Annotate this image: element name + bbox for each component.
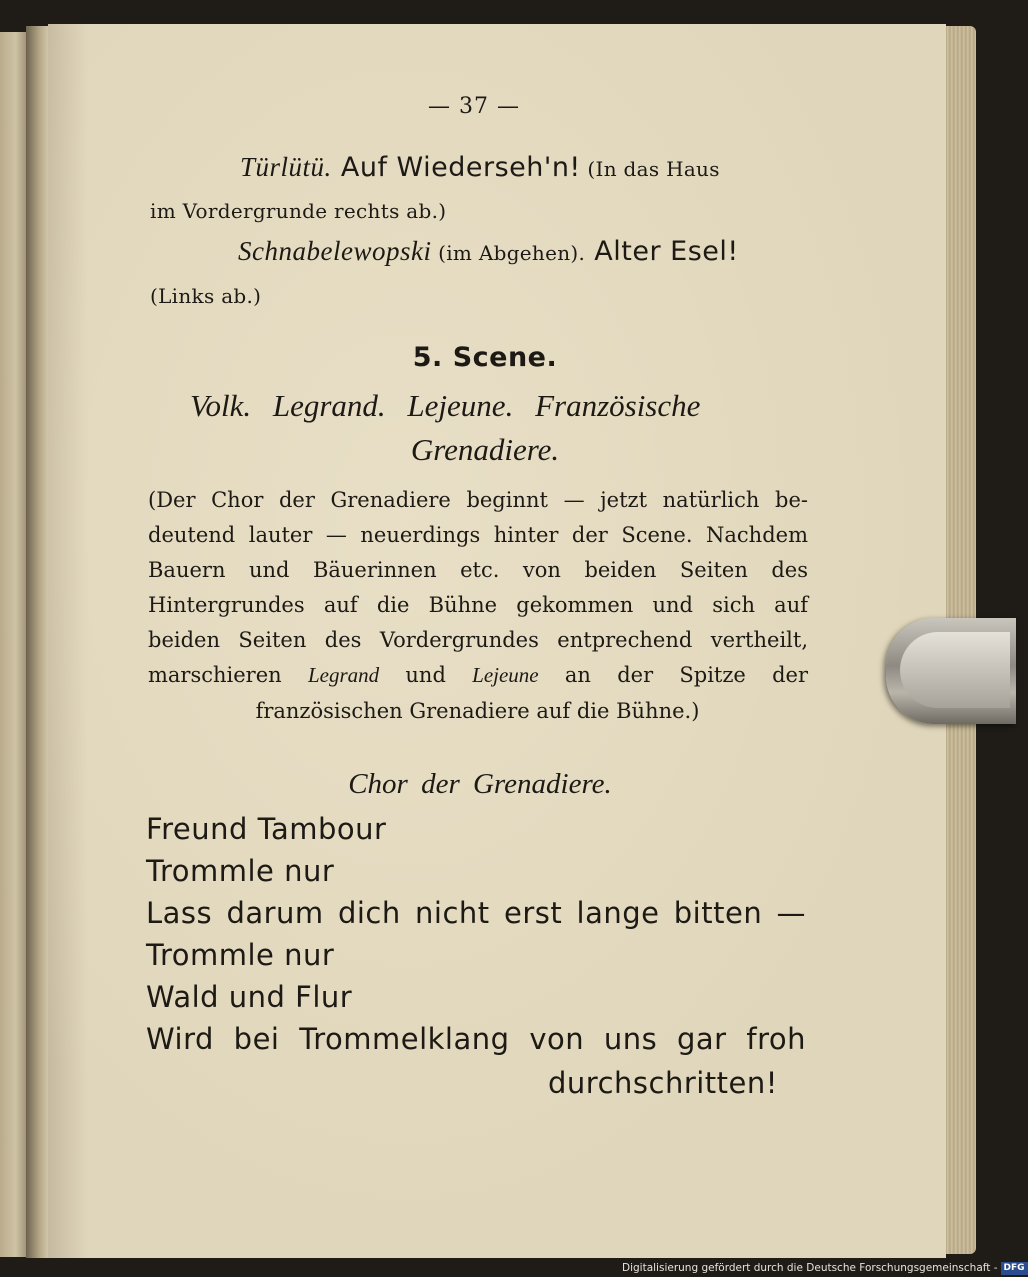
stage-direction-name-lejeune: Lejeune <box>472 663 539 687</box>
stage-note-continuation: im Vordergrunde rechts ab.) <box>150 199 447 223</box>
verse-line: Freund Tambour <box>146 812 387 846</box>
footer-text: Digitalisierung gefördert durch die Deutsche Forschungsgemeinschaft - <box>622 1262 998 1274</box>
left-page-edge <box>0 32 26 1257</box>
stage-direction-word: und <box>405 663 446 687</box>
page-clip <box>886 618 1016 724</box>
stage-direction-line <box>148 663 808 688</box>
stage-direction-line: deutend lauter — neuerdings hinter der Scene. Nachdem <box>148 523 808 547</box>
speaker-schnabelewopski: Schnabelewopski <box>238 236 432 266</box>
cast-list-line-1: Volk. Legrand. Lejeune. Französische <box>190 388 701 423</box>
stage-direction-line: (Der Chor der Grenadiere beginnt — jetzt natürlich be- <box>148 488 808 512</box>
stage-direction-word: an der Spitze der <box>564 663 808 687</box>
verse-line: Wird bei Trommelklang von uns gar froh <box>146 1022 806 1056</box>
verse-line: Wald und Flur <box>146 980 353 1014</box>
verse-line: durchschritten! <box>548 1066 778 1100</box>
stage-direction-name-legrand: Legrand <box>307 663 380 687</box>
chorus-heading: Chor der Grenadiere. <box>348 768 612 800</box>
stage-direction-line: Hintergrundes auf die Bühne gekommen und sich auf <box>148 593 808 617</box>
verse-line: Trommle nur <box>146 854 335 888</box>
stage-note-links-ab: (Links ab.) <box>150 284 262 308</box>
dialogue-line-turlutu <box>240 152 720 183</box>
speaker-turlutu: Türlütü. <box>240 152 332 182</box>
stage-direction-line: französischen Grenadiere auf die Bühne.) <box>255 699 700 723</box>
dfg-logo: DFG <box>1001 1262 1028 1275</box>
verse-line: Lass darum dich nicht erst lange bitten — <box>146 896 806 930</box>
stage-direction-line: Bauern und Bäuerinnen etc. von beiden Seiten des <box>148 558 808 582</box>
verse-line: Trommle nur <box>146 938 335 972</box>
dialogue-line-schnabelewopski <box>238 236 739 267</box>
stage-note-im-abgehen: (im Abgehen). <box>431 241 586 265</box>
page-number: — 37 — <box>428 94 520 119</box>
cast-list-line-2: Grenadiere. <box>410 432 560 467</box>
book-gutter <box>26 26 50 1258</box>
scene-heading: 5. Scene. <box>412 342 558 373</box>
digitization-footer <box>622 1259 1028 1277</box>
stage-direction-line: beiden Seiten des Vordergrundes entprechend vertheilt, <box>148 628 808 652</box>
speech-auf-wiedersehn: Auf Wiederseh'n! <box>331 152 581 183</box>
speech-alter-esel: Alter Esel! <box>585 236 739 267</box>
stage-direction-word: marschieren <box>148 663 282 687</box>
stage-note-in-das-haus: (In das Haus <box>580 157 720 181</box>
